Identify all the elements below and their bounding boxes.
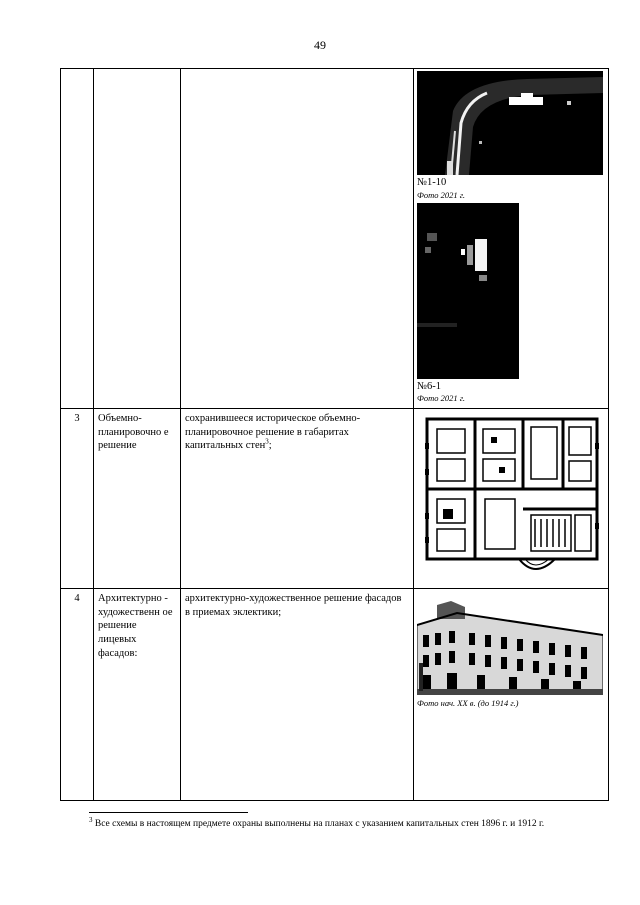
row-description-text: сохранившееся историческое объемно-планировочное решение в габаритах капитальных стен: [185, 413, 361, 452]
photo-caption: Фото нач. XX в. (до 1914 г.): [417, 698, 519, 708]
interior-vault-photo: [417, 71, 603, 175]
row-description: архитектурно-художественное решение фасадов в приемах эклектики;: [181, 589, 414, 801]
photo-caption: Фото 2021 г.: [417, 393, 466, 404]
row-name: Объемно-планировочно е решение: [94, 409, 181, 589]
footnote-ref: 3: [265, 437, 269, 446]
photo-caption: Фото 2021 г.: [417, 189, 466, 200]
floor-plan-image: [423, 413, 601, 581]
historic-facade-photo: [417, 595, 603, 695]
row-images: [414, 69, 609, 409]
row-number: 3: [61, 409, 94, 589]
footnote-divider: [89, 812, 248, 813]
row-number: [61, 69, 94, 409]
protection-table: [60, 68, 609, 801]
photo-number: №1-10: [417, 177, 447, 188]
footnote-mark: 3: [89, 815, 93, 824]
row-description: [181, 409, 414, 589]
photo-number: №6-1: [417, 380, 442, 392]
table-row: [61, 69, 609, 409]
row-name: Архитектурно - художественн ое решение лицевых фасадов:: [94, 589, 181, 801]
row-number: 4: [61, 589, 94, 801]
table-row: [61, 589, 609, 801]
table-row: [61, 409, 609, 589]
footnote-text: Все схемы в настоящем предмете охраны выполнены на планах с указанием капитальных стен 1896 г. и 1912 г.: [92, 819, 545, 829]
row-images: [414, 409, 609, 589]
interior-room-photo: [417, 203, 519, 379]
row-description: [181, 69, 414, 409]
row-name: [94, 69, 181, 409]
row-description-tail: ;: [268, 440, 272, 452]
footnote: [89, 815, 609, 831]
page-number: 49: [314, 38, 326, 52]
row-images: [414, 589, 609, 801]
